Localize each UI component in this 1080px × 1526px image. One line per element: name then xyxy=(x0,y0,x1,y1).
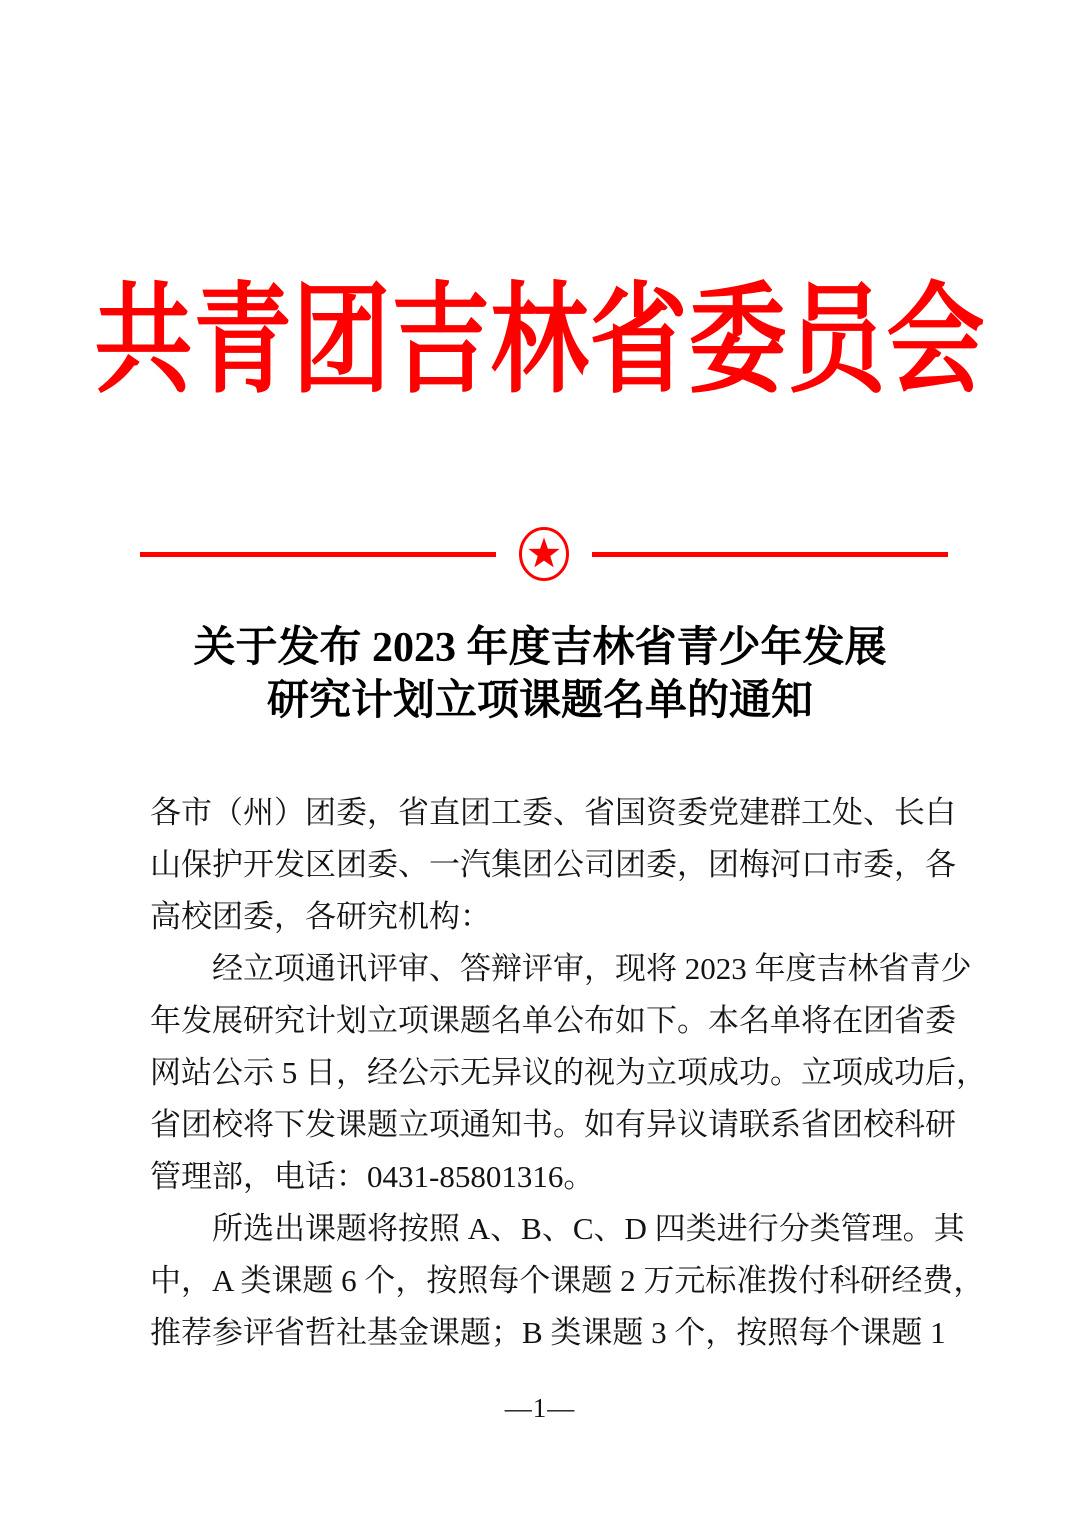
page-number: —1— xyxy=(504,1393,576,1423)
divider-line-left xyxy=(140,552,496,557)
letterhead-divider xyxy=(140,526,948,582)
paragraph-announcement xyxy=(150,943,987,1203)
document-body xyxy=(150,787,987,1359)
document-title-line-1: 关于发布 2023 年度吉林省青少年发展 xyxy=(193,625,887,671)
letterhead-title: 共青团吉林省委员会 xyxy=(94,275,986,408)
divider-line-right xyxy=(592,552,948,557)
document-title-line-2: 研究计划立项课题名单的通知 xyxy=(266,678,813,724)
body-line: 山保护开发区团委、一汽集团公司团委，团梅河口市委，各 xyxy=(150,847,956,882)
body-line: 高校团委，各研究机构： xyxy=(150,899,491,934)
body-line: 推荐参评省哲社基金课题；B 类课题 3 个，按照每个课题 1 xyxy=(150,1315,946,1350)
body-line: 经立项通讯评审、答辩评审，现将 2023 年度吉林省青少 xyxy=(212,951,972,986)
document-title xyxy=(0,622,1080,728)
body-line: 省团校将下发课题立项通知书。如有异议请联系省团校科研 xyxy=(150,1107,956,1142)
star-in-circle-icon xyxy=(516,526,572,582)
body-line: 各市（州）团委，省直团工委、省国资委党建群工处、长白 xyxy=(150,795,956,830)
paragraph-salutation xyxy=(150,787,956,943)
paragraph-classification xyxy=(150,1203,985,1359)
body-line: 管理部，电话：0431-85801316。 xyxy=(150,1159,595,1194)
body-line: 中，A 类课题 6 个，按照每个课题 2 万元标准拨付科研经费， xyxy=(150,1263,985,1298)
body-line: 所选出课题将按照 A、B、C、D 四类进行分类管理。其 xyxy=(212,1211,965,1246)
body-line: 年发展研究计划立项课题名单公布如下。本名单将在团省委 xyxy=(150,1003,956,1038)
body-line: 网站公示 5 日，经公示无异议的视为立项成功。立项成功后， xyxy=(150,1055,987,1090)
